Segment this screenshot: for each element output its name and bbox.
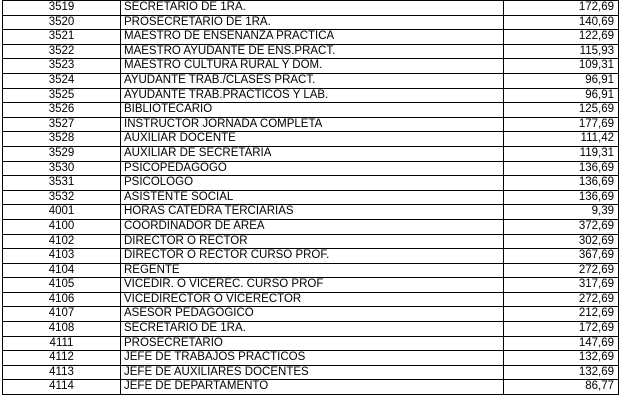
desc-cell: DIRECTOR O RECTOR (121, 234, 504, 249)
amount-cell: 109,31 (504, 59, 619, 74)
desc-cell: REGENTE (121, 263, 504, 278)
table-row (3, 132, 619, 147)
code-cell: 3520 (3, 15, 121, 30)
code-cell: 3525 (3, 88, 121, 103)
amount-cell: 372,69 (504, 219, 619, 234)
code-cell: 3528 (3, 132, 121, 147)
amount-cell: 96,91 (504, 73, 619, 88)
table-row (3, 234, 619, 249)
table-row (3, 59, 619, 74)
table-row (3, 336, 619, 351)
amount-cell: 177,69 (504, 117, 619, 132)
desc-cell: MAESTRO AYUDANTE DE ENS.PRACT. (121, 44, 504, 59)
amount-cell: 302,69 (504, 234, 619, 249)
code-cell: 3527 (3, 117, 121, 132)
amount-cell: 367,69 (504, 249, 619, 264)
table-row (3, 88, 619, 103)
code-cell: 4112 (3, 351, 121, 366)
desc-cell: JEFE DE DEPARTAMENTO (121, 380, 504, 395)
code-cell: 4104 (3, 263, 121, 278)
table-row (3, 219, 619, 234)
desc-cell: SECRETARIO DE 1RA. (121, 1, 504, 16)
amount-cell: 172,69 (504, 322, 619, 337)
amount-cell: 136,69 (504, 176, 619, 191)
table-row (3, 161, 619, 176)
amount-cell: 212,69 (504, 307, 619, 322)
table-row (3, 292, 619, 307)
desc-cell: AUXILIAR DOCENTE (121, 132, 504, 147)
table-row (3, 322, 619, 337)
code-cell: 4103 (3, 249, 121, 264)
amount-cell: 115,93 (504, 44, 619, 59)
table-row (3, 44, 619, 59)
code-cell: 3532 (3, 190, 121, 205)
table-row (3, 365, 619, 380)
code-cell: 3519 (3, 1, 121, 16)
table-row (3, 30, 619, 45)
amount-cell: 172,69 (504, 1, 619, 16)
amount-cell: 136,69 (504, 161, 619, 176)
desc-cell: AUXILIAR DE SECRETARIA (121, 146, 504, 161)
desc-cell: PSICOLOGO (121, 176, 504, 191)
amount-cell: 119,31 (504, 146, 619, 161)
desc-cell: ASESOR PEDAGOGICO (121, 307, 504, 322)
desc-cell: BIBLIOTECARIO (121, 103, 504, 118)
table-row (3, 263, 619, 278)
code-cell: 4107 (3, 307, 121, 322)
desc-cell: VICEDIR. O VICEREC. CURSO PROF (121, 278, 504, 293)
amount-cell: 140,69 (504, 15, 619, 30)
table-row (3, 176, 619, 191)
desc-cell: MAESTRO CULTURA RURAL Y DOM. (121, 59, 504, 74)
desc-cell: PROSECRETARIO (121, 336, 504, 351)
table-row (3, 380, 619, 395)
salary-table (2, 0, 619, 395)
amount-cell: 147,69 (504, 336, 619, 351)
amount-cell: 122,69 (504, 30, 619, 45)
code-cell: 4106 (3, 292, 121, 307)
amount-cell: 96,91 (504, 88, 619, 103)
amount-cell: 111,42 (504, 132, 619, 147)
table-row (3, 1, 619, 16)
desc-cell: INSTRUCTOR JORNADA COMPLETA (121, 117, 504, 132)
table-row (3, 146, 619, 161)
desc-cell: VICEDIRECTOR O VICERECTOR (121, 292, 504, 307)
code-cell: 3529 (3, 146, 121, 161)
table-row (3, 278, 619, 293)
code-cell: 4105 (3, 278, 121, 293)
amount-cell: 125,69 (504, 103, 619, 118)
desc-cell: PROSECRETARIO DE 1RA. (121, 15, 504, 30)
amount-cell: 132,69 (504, 351, 619, 366)
code-cell: 4114 (3, 380, 121, 395)
code-cell: 3523 (3, 59, 121, 74)
table-row (3, 73, 619, 88)
table-row (3, 205, 619, 220)
desc-cell: COORDINADOR DE AREA (121, 219, 504, 234)
desc-cell: ASISTENTE SOCIAL (121, 190, 504, 205)
table-row (3, 117, 619, 132)
desc-cell: PSICOPEDAGOGO (121, 161, 504, 176)
amount-cell: 86,77 (504, 380, 619, 395)
code-cell: 3524 (3, 73, 121, 88)
code-cell: 4108 (3, 322, 121, 337)
code-cell: 4100 (3, 219, 121, 234)
desc-cell: JEFE DE AUXILIARES DOCENTES (121, 365, 504, 380)
code-cell: 3526 (3, 103, 121, 118)
code-cell: 3530 (3, 161, 121, 176)
table-row (3, 249, 619, 264)
table-body (3, 1, 619, 395)
code-cell: 4111 (3, 336, 121, 351)
table-row (3, 103, 619, 118)
desc-cell: AYUDANTE TRAB./CLASES PRACT. (121, 73, 504, 88)
table-row (3, 15, 619, 30)
code-cell: 4001 (3, 205, 121, 220)
desc-cell: MAESTRO DE ENSEÑANZA PRACTICA (121, 30, 504, 45)
table-row (3, 190, 619, 205)
desc-cell: HORAS CATEDRA TERCIARIAS (121, 205, 504, 220)
amount-cell: 136,69 (504, 190, 619, 205)
amount-cell: 132,69 (504, 365, 619, 380)
code-cell: 4113 (3, 365, 121, 380)
code-cell: 3521 (3, 30, 121, 45)
desc-cell: JEFE DE TRABAJOS PRACTICOS (121, 351, 504, 366)
table-row (3, 351, 619, 366)
table-row (3, 307, 619, 322)
amount-cell: 272,69 (504, 263, 619, 278)
code-cell: 4102 (3, 234, 121, 249)
amount-cell: 9,39 (504, 205, 619, 220)
desc-cell: DIRECTOR O RECTOR CURSO PROF. (121, 249, 504, 264)
desc-cell: SECRETARIO DE 1RA. (121, 322, 504, 337)
code-cell: 3531 (3, 176, 121, 191)
code-cell: 3522 (3, 44, 121, 59)
desc-cell: AYUDANTE TRAB.PRACTICOS Y LAB. (121, 88, 504, 103)
amount-cell: 272,69 (504, 292, 619, 307)
amount-cell: 317,69 (504, 278, 619, 293)
